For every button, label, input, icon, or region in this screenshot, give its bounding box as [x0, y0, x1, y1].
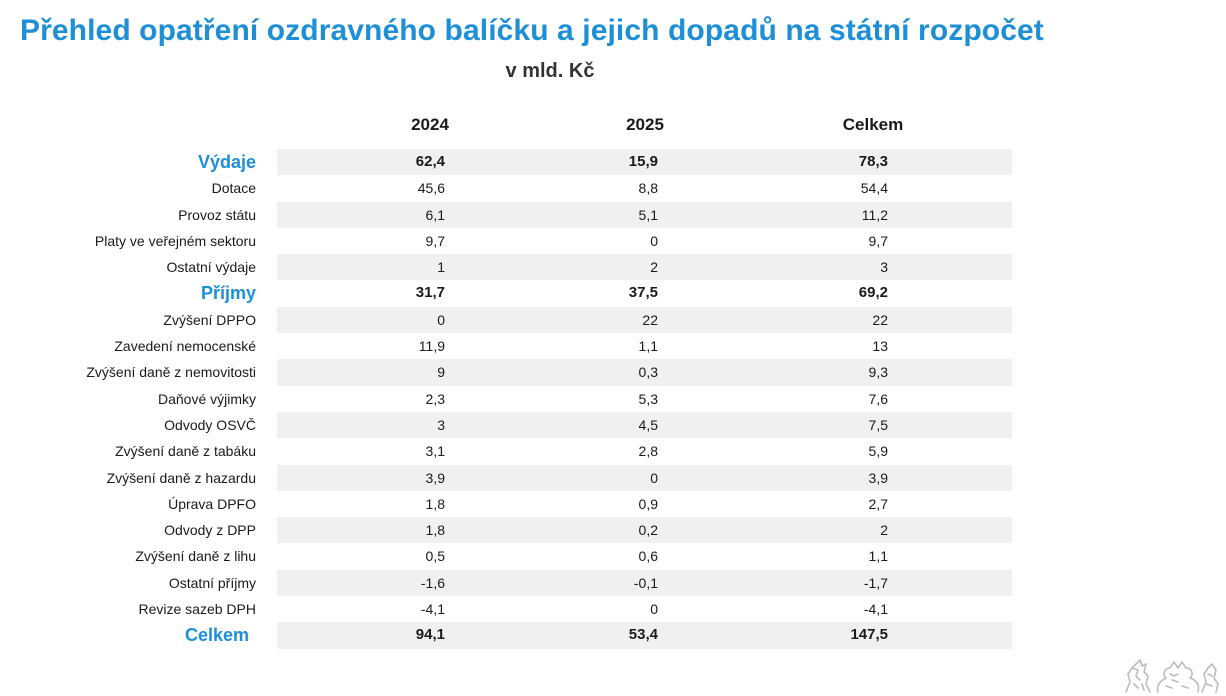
cell-2025: -0,1: [633, 574, 658, 591]
cell-total: 9,3: [868, 364, 888, 381]
cell-total: 1,1: [868, 548, 888, 565]
cell-2024: 3: [437, 416, 445, 433]
cell-2024: 6,1: [425, 206, 445, 223]
cell-2025: 0,6: [638, 548, 658, 565]
cell-2025: 5,3: [638, 390, 658, 407]
table-row: [0, 543, 1226, 569]
row-label: Zavedení nemocenské: [114, 338, 256, 355]
cell-2024: 11,9: [418, 338, 445, 355]
cell-2025: 15,9: [628, 153, 658, 170]
cell-total: -1,7: [863, 574, 888, 591]
cell-total: -4,1: [863, 601, 888, 618]
cell-total: 13: [872, 338, 888, 355]
cell-2025: 0: [650, 469, 658, 486]
row-label: Zvýšení daně z nemovitosti: [86, 364, 256, 381]
row-label: Daňové výjimky: [157, 390, 256, 407]
table-row: [0, 202, 1226, 228]
row-label: Úprava DPFO: [168, 495, 256, 512]
cell-total: 54,4: [860, 180, 888, 197]
cell-total: 147,5: [850, 626, 888, 644]
cell-2025: 0,9: [638, 495, 658, 512]
row-label: Odvody z DPP: [164, 522, 256, 539]
row-label: Ostatní příjmy: [168, 574, 256, 591]
table-row: [0, 491, 1226, 517]
table-section-row: [0, 149, 1226, 175]
column-header-total: Celkem: [842, 115, 904, 134]
cell-2025: 53,4: [628, 626, 658, 644]
column-header-2024: 2024: [411, 115, 449, 134]
cell-2024: 2,3: [425, 390, 445, 407]
cell-2025: 4,5: [638, 416, 658, 433]
cell-total: 5,9: [868, 443, 888, 460]
cell-2024: 45,6: [417, 180, 445, 197]
cell-total: 2: [880, 522, 888, 539]
row-label: Dotace: [211, 180, 256, 197]
cell-2024: 0,5: [425, 548, 445, 565]
cell-total: 69,2: [858, 284, 888, 302]
cell-2024: 62,4: [415, 153, 445, 170]
cell-2024: 94,1: [415, 626, 445, 644]
cell-2025: 37,5: [628, 284, 658, 302]
table-row: [0, 570, 1226, 596]
row-label: Zvýšení daně z hazardu: [106, 469, 256, 486]
table-row: [0, 465, 1226, 491]
cell-total: 22: [872, 311, 888, 328]
budget-table: [0, 149, 1226, 649]
cell-2025: 2: [650, 259, 658, 276]
row-label: Celkem: [184, 625, 249, 646]
cell-2025: 22: [642, 311, 658, 328]
cell-total: 7,5: [868, 416, 888, 433]
cell-total: 2,7: [868, 495, 888, 512]
page-subtitle: v mld. Kč: [505, 60, 595, 82]
cell-2025: 5,1: [638, 206, 658, 223]
cell-2024: -4,1: [420, 601, 445, 618]
table-row: [0, 412, 1226, 438]
cell-2024: 1,8: [425, 495, 445, 512]
row-label: Zvýšení daně z tabáku: [115, 443, 256, 460]
table-row: [0, 438, 1226, 464]
cell-2024: 1: [437, 259, 445, 276]
row-label: Výdaje: [197, 152, 256, 172]
table-row: [0, 596, 1226, 622]
table-row: [0, 386, 1226, 412]
cell-2024: 31,7: [415, 284, 445, 302]
table-row: [0, 359, 1226, 385]
cell-2024: 1,8: [425, 522, 445, 539]
page-title: Přehled opatření ozdravného balíčku a jejich dopadů na státní rozpočet: [20, 14, 1044, 47]
cell-total: 78,3: [858, 153, 888, 170]
row-label: Příjmy: [200, 283, 256, 304]
cell-2025: 1,1: [638, 338, 658, 355]
table-row: [0, 254, 1226, 280]
row-label: Provoz státu: [178, 206, 256, 223]
row-label: Zvýšení DPPO: [163, 311, 256, 328]
table-row: [0, 307, 1226, 333]
table-section-row: [0, 622, 1226, 648]
cell-total: 7,6: [868, 390, 888, 407]
row-label: Zvýšení daně z lihu: [135, 548, 256, 565]
table-row: [0, 517, 1226, 543]
cell-2025: 0: [650, 601, 658, 618]
cell-total: 3: [880, 259, 888, 276]
row-label: Platy ve veřejném sektoru: [94, 232, 256, 249]
cell-2025: 8,8: [638, 180, 658, 197]
row-label: Ostatní výdaje: [166, 259, 256, 276]
column-header-2025: 2025: [626, 115, 664, 134]
row-label: Odvody OSVČ: [164, 416, 256, 433]
czech-lion-emblem-icon: [1122, 654, 1220, 694]
table-row: [0, 175, 1226, 201]
cell-2025: 0: [650, 232, 658, 249]
row-label: Revize sazeb DPH: [138, 601, 256, 618]
cell-total: 11,2: [861, 206, 888, 223]
cell-total: 3,9: [868, 469, 888, 486]
cell-2024: 9: [437, 364, 445, 381]
cell-2024: 9,7: [425, 232, 445, 249]
cell-2025: 0,3: [638, 364, 658, 381]
table-row: [0, 228, 1226, 254]
cell-2024: 3,9: [425, 469, 445, 486]
table-header: [0, 115, 1226, 139]
cell-2025: 2,8: [638, 443, 658, 460]
cell-2025: 0,2: [638, 522, 658, 539]
cell-total: 9,7: [868, 232, 888, 249]
cell-2024: -1,6: [420, 574, 445, 591]
cell-2024: 0: [437, 311, 445, 328]
cell-2024: 3,1: [425, 443, 445, 460]
table-row: [0, 333, 1226, 359]
table-section-row: [0, 280, 1226, 306]
